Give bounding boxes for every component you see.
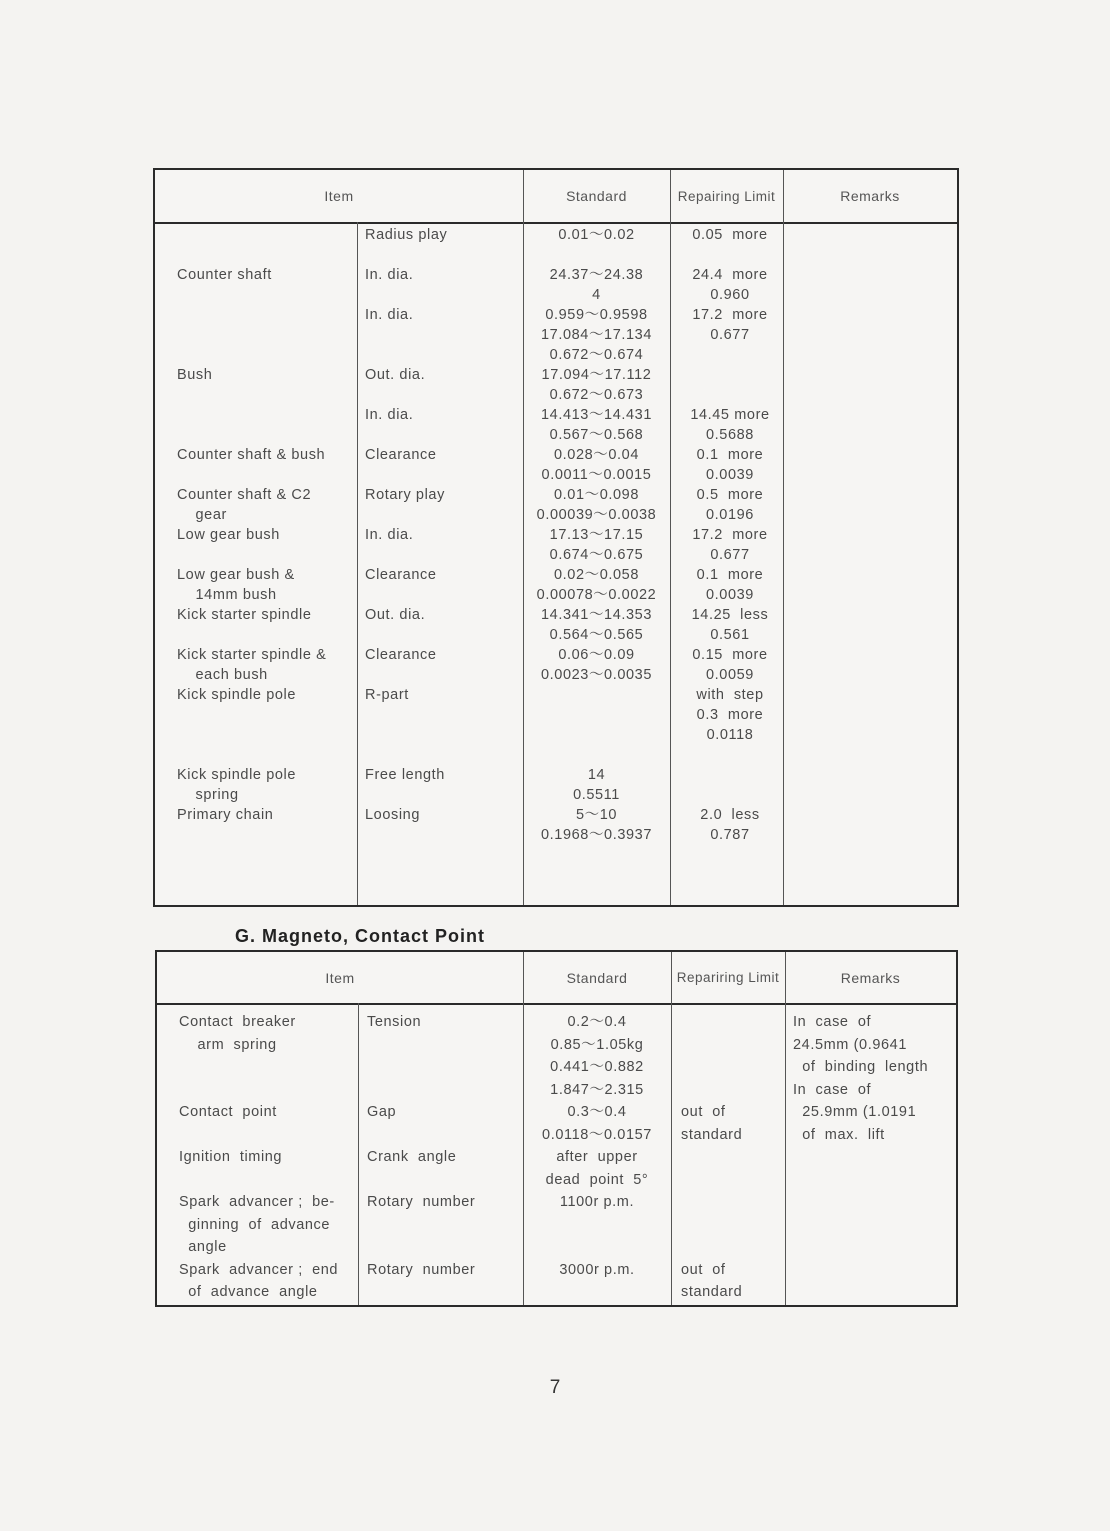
item-cell: Spark advancer ; end (179, 1261, 339, 1278)
standard-cell: 14.413～14.431 (541, 407, 652, 423)
standard-cell: 0.02～0.058 (553, 567, 639, 583)
repairing-limit-cell (680, 765, 780, 785)
repairing-limit-cell: with step (696, 687, 764, 703)
standard-column (523, 225, 670, 845)
repairing-limit-cell (680, 245, 780, 265)
item-cell (177, 725, 326, 745)
item-cell (179, 1124, 338, 1147)
standard-cell: 0.85～1.05kg (550, 1036, 644, 1053)
standard-cell: 0.567～0.568 (549, 427, 644, 443)
repairing-limit-cell (681, 1214, 742, 1237)
sub-item-cell (365, 325, 447, 345)
item-cell: Contact point (179, 1104, 277, 1120)
standard-cell: 0.5511 (573, 787, 620, 803)
sub-item-cell: Out. dia. (365, 607, 426, 623)
repairing-limit-cell: 0.677 (710, 547, 750, 563)
sub-item-column (365, 225, 447, 845)
repairing-limit-cell (681, 1191, 742, 1214)
remarks-cell: In case of (793, 1081, 872, 1098)
remarks-cell (793, 1146, 928, 1169)
sub-item-cell (365, 705, 447, 725)
item-cell: each bush (177, 667, 268, 683)
column-divider (357, 222, 358, 905)
item-cell: Spark advancer ; be- (179, 1194, 335, 1210)
standard-cell (523, 725, 670, 745)
standard-cell: 14.341～14.353 (541, 607, 652, 623)
standard-cell: 0.564～0.565 (549, 627, 644, 643)
column-divider (785, 952, 786, 1305)
repairing-limit-cell: 0.0059 (706, 667, 754, 683)
header-item: Item (325, 969, 355, 986)
repairing-limit-cell (681, 1034, 742, 1057)
item-cell (177, 345, 326, 365)
item-cell (177, 385, 326, 405)
standard-cell: 0.00078～0.0022 (536, 587, 657, 603)
item-cell (177, 745, 326, 765)
sub-item-cell (365, 665, 447, 685)
standard-cell (523, 245, 670, 265)
remarks-cell: of binding length (793, 1059, 929, 1075)
item-cell: Low gear bush & (177, 567, 295, 583)
sub-item-cell (367, 1214, 475, 1237)
header-repairing-limit: Repairing Limit (677, 188, 776, 204)
remarks-cell (793, 1281, 928, 1304)
remarks-cell (793, 1236, 928, 1259)
item-cell: Low gear bush (177, 527, 280, 543)
sub-item-cell (367, 1281, 475, 1304)
sub-item-cell (365, 385, 447, 405)
repairing-limit-cell: 0.787 (710, 827, 750, 843)
standard-cell: 0.672～0.673 (549, 387, 644, 403)
header-remarks: Remarks (840, 969, 901, 986)
standard-column (523, 1011, 671, 1304)
standard-cell (523, 1281, 671, 1304)
repairing-limit-cell: 0.0118 (706, 727, 754, 743)
sub-item-cell (365, 585, 447, 605)
sub-item-cell: Rotary play (365, 487, 445, 503)
repairing-limit-column (681, 1011, 742, 1304)
column-divider (670, 170, 671, 905)
sub-item-cell: Clearance (365, 567, 437, 583)
repairing-limit-cell (680, 385, 780, 405)
repairing-limit-cell (681, 1236, 742, 1259)
repairing-limit-cell: out of (681, 1261, 726, 1278)
standard-cell (523, 745, 670, 765)
repairing-limit-cell: 17.2 more (692, 527, 768, 543)
sub-item-cell (367, 1079, 475, 1102)
standard-cell: 0.01～0.02 (558, 227, 635, 243)
remarks-cell (793, 1169, 928, 1192)
item-cell (177, 465, 326, 485)
item-cell: angle (179, 1239, 227, 1255)
standard-cell: 14 (587, 767, 606, 783)
standard-cell: 17.094～17.112 (541, 367, 652, 383)
sub-item-cell (365, 825, 447, 845)
sub-item-cell: Rotary number (367, 1261, 476, 1278)
sub-item-cell (365, 465, 447, 485)
sub-item-cell: Gap (367, 1104, 397, 1120)
standard-cell: 3000r p.m. (559, 1261, 635, 1278)
item-cell: ginning of advance (179, 1216, 331, 1233)
item-cell: Primary chain (177, 807, 274, 823)
sub-item-cell (365, 785, 447, 805)
item-cell: Ignition timing (179, 1149, 283, 1165)
item-cell (177, 825, 326, 845)
sub-item-cell (367, 1034, 475, 1057)
sub-item-cell (365, 725, 447, 745)
repairing-limit-cell: 14.25 less (691, 607, 769, 623)
repairing-limit-cell: 17.2 more (692, 307, 768, 323)
repairing-limit-cell: standard (681, 1284, 743, 1300)
item-cell (179, 1056, 338, 1079)
header-item: Item (324, 188, 354, 204)
sub-item-cell (365, 505, 447, 525)
item-cell: Contact breaker (179, 1014, 296, 1030)
standard-cell: after upper (556, 1149, 638, 1165)
remarks-cell: In case of (793, 1014, 872, 1030)
repairing-limit-cell: 0.05 more (692, 227, 768, 243)
item-cell: of advance angle (179, 1284, 318, 1300)
repairing-limit-cell (681, 1146, 742, 1169)
sub-item-cell (365, 345, 447, 365)
item-cell: Kick spindle pole (177, 687, 297, 703)
item-cell (179, 1169, 338, 1192)
sub-item-cell: Out. dia. (365, 367, 426, 383)
standard-cell: 4 (592, 287, 601, 303)
table-header (157, 952, 956, 1005)
sub-item-cell: Radius play (365, 227, 448, 243)
sub-item-cell (365, 425, 447, 445)
sub-item-cell (367, 1124, 475, 1147)
repairing-limit-column (680, 225, 780, 845)
remarks-cell: of max. lift (793, 1126, 885, 1143)
standard-cell: 0.00039～0.0038 (536, 507, 657, 523)
sub-item-cell: Crank angle (367, 1149, 457, 1165)
repairing-limit-cell: 0.1 more (696, 447, 764, 463)
spec-table-2 (155, 950, 958, 1307)
item-cell (177, 225, 326, 245)
column-divider (358, 1003, 359, 1305)
standard-cell: 17.13～17.15 (549, 527, 644, 543)
repairing-limit-cell: standard (681, 1126, 743, 1143)
item-cell (177, 625, 326, 645)
item-cell: Counter shaft & C2 (177, 487, 312, 503)
repairing-limit-cell: 0.15 more (692, 647, 768, 663)
item-cell: Counter shaft & bush (177, 447, 326, 463)
standard-cell: 0.959～0.9598 (545, 307, 648, 323)
standard-cell: 0.1968～0.3937 (541, 827, 652, 843)
item-cell: arm spring (179, 1036, 277, 1053)
standard-cell: 0.0023～0.0035 (541, 667, 652, 683)
standard-cell: 24.37～24.38 (549, 267, 644, 283)
item-cell: 14mm bush (177, 587, 277, 603)
header-standard: Standard (566, 969, 628, 986)
sub-item-cell: Clearance (365, 447, 437, 463)
item-cell: Bush (177, 367, 213, 383)
sub-item-cell: In. dia. (365, 407, 414, 423)
standard-cell: 17.084～17.134 (541, 327, 652, 343)
standard-cell: 0.3～0.4 (567, 1104, 627, 1120)
item-cell (177, 405, 326, 425)
sub-item-cell: In. dia. (365, 267, 414, 283)
repairing-limit-cell: 2.0 less (700, 807, 760, 823)
standard-cell (523, 685, 670, 705)
repairing-limit-cell (680, 345, 780, 365)
sub-item-cell (367, 1236, 475, 1259)
remarks-cell (793, 1259, 928, 1282)
item-cell: Kick starter spindle & (177, 647, 327, 663)
standard-cell: 0.674～0.675 (549, 547, 644, 563)
remarks-column (793, 1011, 928, 1304)
standard-cell: 0.2～0.4 (567, 1014, 627, 1030)
repairing-limit-cell (681, 1011, 742, 1034)
standard-cell: dead point 5° (545, 1171, 649, 1188)
item-cell (177, 425, 326, 445)
repairing-limit-cell (680, 745, 780, 765)
repairing-limit-cell: 0.1 more (696, 567, 764, 583)
sub-item-cell: R-part (365, 687, 409, 703)
item-column (177, 225, 326, 845)
item-cell: Kick spindle pole (177, 767, 297, 783)
item-cell (179, 1079, 338, 1102)
repairing-limit-cell: 0.0039 (706, 587, 754, 603)
sub-item-cell: Clearance (365, 647, 437, 663)
standard-cell (523, 705, 670, 725)
standard-cell: 0.0118～0.0157 (542, 1126, 652, 1143)
item-cell: spring (177, 787, 239, 803)
repairing-limit-cell: 0.960 (710, 287, 750, 303)
sub-item-cell: In. dia. (365, 527, 414, 543)
standard-cell: 0.672～0.674 (549, 347, 644, 363)
repairing-limit-cell: 0.0039 (706, 467, 754, 483)
repairing-limit-cell: 14.45 more (690, 407, 770, 423)
sub-item-cell: Free length (365, 767, 445, 783)
sub-item-cell (365, 625, 447, 645)
sub-item-cell (365, 285, 447, 305)
remarks-cell: 25.9mm (1.0191 (793, 1104, 917, 1120)
sub-item-cell (365, 245, 447, 265)
repairing-limit-cell (680, 365, 780, 385)
standard-cell: 0.0011～0.0015 (541, 467, 652, 483)
remarks-cell (793, 1191, 928, 1214)
remarks-cell: 24.5mm (0.9641 (793, 1036, 907, 1053)
item-column (179, 1011, 338, 1304)
item-cell: gear (177, 507, 227, 523)
sub-item-cell (365, 745, 447, 765)
standard-cell (523, 1236, 671, 1259)
standard-cell: 1100r p.m. (559, 1194, 635, 1210)
sub-item-cell (365, 545, 447, 565)
repairing-limit-cell: 0.561 (710, 627, 750, 643)
column-divider (671, 952, 672, 1305)
column-divider (783, 170, 784, 905)
sub-item-cell (367, 1056, 475, 1079)
item-cell: Counter shaft (177, 267, 272, 283)
repairing-limit-cell: 24.4 more (692, 267, 768, 283)
spec-table-1 (153, 168, 959, 907)
repairing-limit-cell (681, 1169, 742, 1192)
repairing-limit-cell (681, 1056, 742, 1079)
sub-item-cell: Tension (367, 1014, 422, 1030)
repairing-limit-cell: 0.3 more (696, 707, 764, 723)
item-cell (177, 305, 326, 325)
table-header (155, 170, 957, 224)
remarks-cell (793, 1214, 928, 1237)
standard-cell: 1.847～2.315 (550, 1081, 644, 1098)
header-remarks: Remarks (840, 188, 900, 204)
standard-cell: 0.01～0.098 (553, 487, 639, 503)
page-number: 7 (549, 1377, 561, 1398)
standard-cell: 5～10 (575, 807, 618, 823)
item-cell (177, 705, 326, 725)
sub-item-column (367, 1011, 475, 1304)
item-cell: Kick starter spindle (177, 607, 312, 623)
repairing-limit-cell (681, 1079, 742, 1102)
standard-cell: 0.06～0.09 (558, 647, 635, 663)
repairing-limit-cell (680, 785, 780, 805)
item-cell (177, 285, 326, 305)
repairing-limit-cell: 0.677 (710, 327, 750, 343)
sub-item-cell: In. dia. (365, 307, 414, 323)
standard-cell: 0.028～0.04 (553, 447, 639, 463)
header-repairing-limit: Repariring Limit (676, 970, 780, 985)
item-cell (177, 325, 326, 345)
sub-item-cell: Rotary number (367, 1194, 476, 1210)
repairing-limit-cell: 0.5688 (706, 427, 754, 443)
section-title: G. Magneto, Contact Point (235, 926, 485, 946)
item-cell (177, 545, 326, 565)
sub-item-cell: Loosing (365, 807, 420, 823)
repairing-limit-cell: out of (681, 1104, 726, 1120)
repairing-limit-cell: 0.0196 (706, 507, 754, 523)
header-standard: Standard (566, 188, 627, 204)
sub-item-cell (367, 1169, 475, 1192)
standard-cell (523, 1214, 671, 1237)
item-cell (177, 245, 326, 265)
repairing-limit-cell: 0.5 more (696, 487, 764, 503)
standard-cell: 0.441～0.882 (550, 1059, 644, 1075)
